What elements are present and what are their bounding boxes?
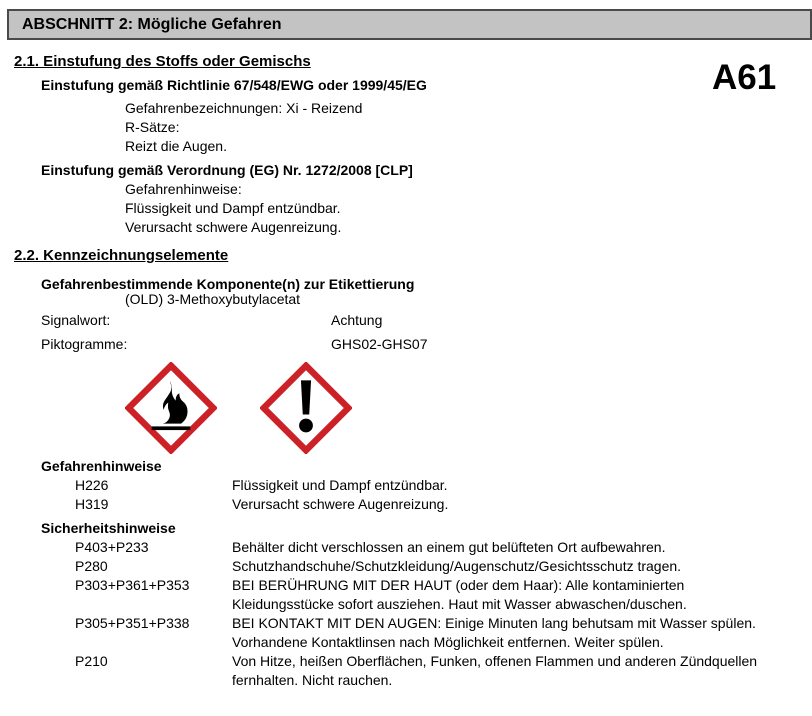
- labelling-components-heading: Gefahrenbestimmende Komponente(n) zur Etikettierung: [41, 276, 415, 292]
- precaution-row: [75, 538, 812, 557]
- text-line: BEI KONTAKT MIT DEN AUGEN: Einige Minuten lang behutsam mit Wasser spülen.: [232, 615, 756, 631]
- text-line: Verursacht schwere Augenreizung.: [125, 219, 342, 235]
- hazard-code: H226: [75, 477, 109, 493]
- text-line: BEI BERÜHRUNG MIT DER HAUT (oder dem Haar): Alle kontaminierten: [232, 577, 685, 593]
- precaution-row: [75, 652, 812, 690]
- pictograms-row: [0, 335, 812, 354]
- labelling-components-value: (OLD) 3-Methoxybutylacetat: [125, 291, 301, 307]
- text-line: Flüssigkeit und Dampf entzündbar.: [125, 200, 341, 216]
- precaution-row: [75, 576, 812, 614]
- classification-block: [0, 52, 812, 354]
- text-line: Verursacht schwere Augenreizung.: [232, 496, 449, 512]
- exclamation-dot: [299, 419, 313, 433]
- text-line: Gefahrenbezeichnungen: Xi - Reizend: [125, 100, 363, 116]
- hazard-row: [75, 495, 812, 514]
- text-line: Reizt die Augen.: [125, 138, 227, 154]
- text-line: Kleidungsstücke sofort ausziehen. Haut mit Wasser abwaschen/duschen.: [232, 596, 687, 612]
- text-line: Flüssigkeit und Dampf entzündbar.: [232, 477, 448, 493]
- heading-dir-67-548: Einstufung gemäß Richtlinie 67/548/EWG oder 1999/45/EG: [41, 77, 427, 93]
- precaution-code: P303+P361+P353: [75, 577, 190, 593]
- signal-word-row: [0, 311, 812, 330]
- precaution-row: [75, 614, 812, 652]
- text-line: R-Sätze:: [125, 119, 180, 135]
- heading-clp: Einstufung gemäß Verordnung (EG) Nr. 1272/2008 [CLP]: [41, 162, 413, 178]
- text-line: Schutzhandschuhe/Schutzkleidung/Augenschutz/Gesichtsschutz tragen.: [232, 558, 682, 574]
- text-line: Gefahrenhinweise:: [125, 181, 242, 197]
- precaution-code: P305+P351+P338: [75, 615, 190, 631]
- signal-word-label: Signalwort:: [41, 312, 111, 328]
- precaution-text: [232, 576, 687, 614]
- dir-67-548-lines: [0, 99, 812, 156]
- precaution-text: [232, 652, 757, 690]
- heading-2-2: 2.2. Kennzeichnungselemente: [14, 247, 229, 264]
- hazard-statements-heading: Gefahrenhinweise: [41, 458, 162, 474]
- text-line: Von Hitze, heißen Oberflächen, Funken, offenen Flammen und anderen Zündquellen: [232, 653, 758, 669]
- precaution-text: [232, 538, 665, 557]
- pictograms-value: GHS02-GHS07: [331, 336, 428, 352]
- precaution-text: [232, 614, 756, 652]
- text-line: fernhalten. Nicht rauchen.: [232, 672, 393, 688]
- text-line: Vorhandene Kontaktlinsen nach Möglichkeit entfernen. Weiter spülen.: [232, 634, 664, 650]
- ghs02-flame-icon: [125, 362, 217, 454]
- signal-word-value: Achtung: [331, 312, 383, 328]
- doc-code: A61: [712, 58, 777, 97]
- pictograms-label: Piktogramme:: [41, 336, 128, 352]
- precaution-text: [232, 557, 681, 576]
- text-line: Behälter dicht verschlossen an einem gut belüfteten Ort aufbewahren.: [232, 539, 666, 555]
- precaution-code: P280: [75, 558, 108, 574]
- section-header-title: ABSCHNITT 2: Mögliche Gefahren: [22, 16, 282, 33]
- hazard-code: H319: [75, 496, 109, 512]
- clp-lines: [0, 180, 812, 237]
- hazard-row: [75, 476, 812, 495]
- precaution-code: P210: [75, 653, 108, 669]
- section-header-bar: [7, 9, 812, 40]
- precaution-code: P403+P233: [75, 539, 149, 555]
- precautionary-statements-heading: Sicherheitshinweise: [41, 520, 176, 536]
- hazard-text: [232, 495, 448, 514]
- hazard-text: [232, 476, 448, 495]
- ghs07-exclamation-icon: [260, 362, 352, 454]
- heading-2-1: 2.1. Einstufung des Stoffs oder Gemischs: [14, 53, 311, 70]
- statements-block: [0, 457, 812, 690]
- precaution-row: [75, 557, 812, 576]
